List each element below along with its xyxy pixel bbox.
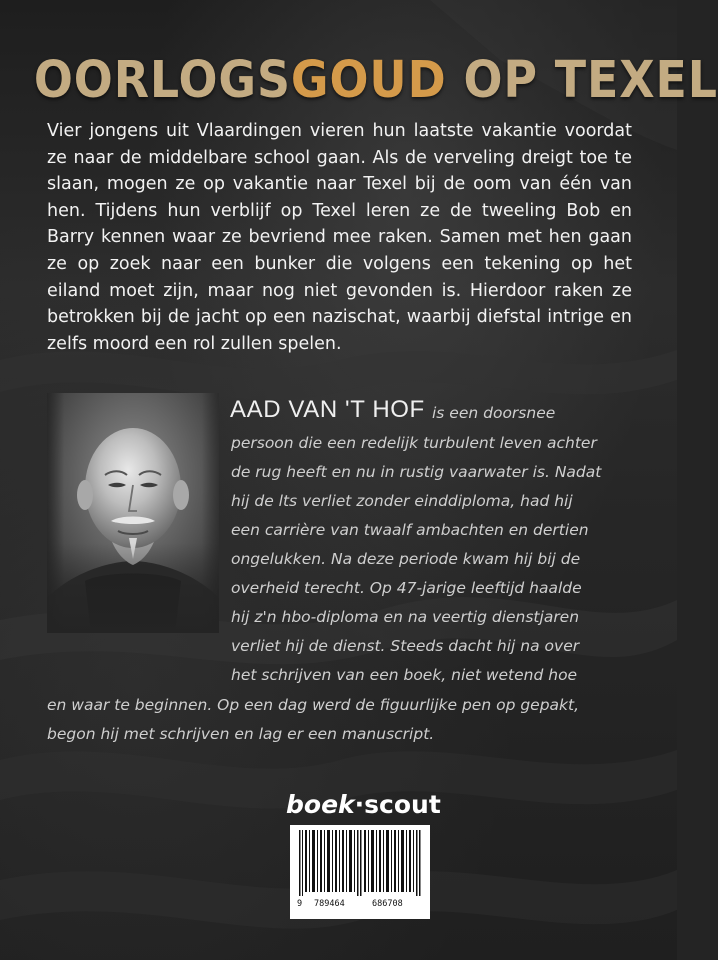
author-photo [47,393,219,633]
bio-line-1: is een doorsnee [432,404,556,422]
title-part-op-texel: OP TEXEL [446,51,718,110]
bio-line-9: verliet hij de dienst. Steeds dacht hij na over [231,637,580,655]
author-name: AAD VAN 'T HOF [230,396,425,423]
bio-line-6: ongelukken. Na deze periode kwam hij bij de [231,550,581,568]
bio-line-5: een carrière van twaalf ambachten en dertien [231,521,589,539]
publisher-logo-boek: boek [286,790,355,819]
barcode-bars [299,830,421,896]
title-part-goud: GOUD [290,51,447,110]
bio-line-11: en waar te beginnen. Op een dag werd de figuurlijke pen op gepakt, [47,696,580,714]
bio-line-4: hij de lts verliet zonder einddiploma, had hij [231,492,573,510]
publisher-logo-scout: ·scout [354,790,441,819]
bio-line-7: overheid terecht. Op 47-jarige leeftijd haalde [231,579,582,597]
isbn-barcode [290,825,430,919]
bio-line-2: persoon die een redelijk turbulent leven achter [231,434,597,452]
publisher-logo [286,785,441,825]
bio-line-8: hij z'n hbo-diploma en na veertig dienstjaren [231,608,580,626]
book-title [33,50,718,112]
bio-line-12: begon hij met schrijven en lag er een manuscript. [47,725,435,743]
barcode-digit-prefix: 9 [297,899,303,909]
barcode-digits-right: 686708 [372,899,403,909]
bio-line-10: het schrijven van een boek, niet wetend hoe [231,666,578,684]
title-part-oorlogs: OORLOGS [33,51,291,110]
synopsis-text: Vier jongens uit Vlaardingen vieren hun laatste vakantie voordat ze naar de middelbare school gaan. Als de verveling dreigt toe te slaan, mogen ze op vakantie naar Texel bij de oom van één van hen. Tijdens hun verblijf op Texel leren ze de tweeling Bob en Barry kennen waar ze bevriend mee raken. Samen met hen gaan ze op zoek naar een bunker die volgens een tekening op het eiland moet zijn, maar nog niet gevonden is. Hierdoor raken ze betrokken bij de jacht op een nazischat, waarbij diefstal intrige en zelfs moord een rol zullen spelen. [47,121,632,354]
bio-line-3: de rug heeft en nu in rustig vaarwater is. Nadat [231,463,602,481]
barcode-digits-left: 789464 [314,899,345,909]
